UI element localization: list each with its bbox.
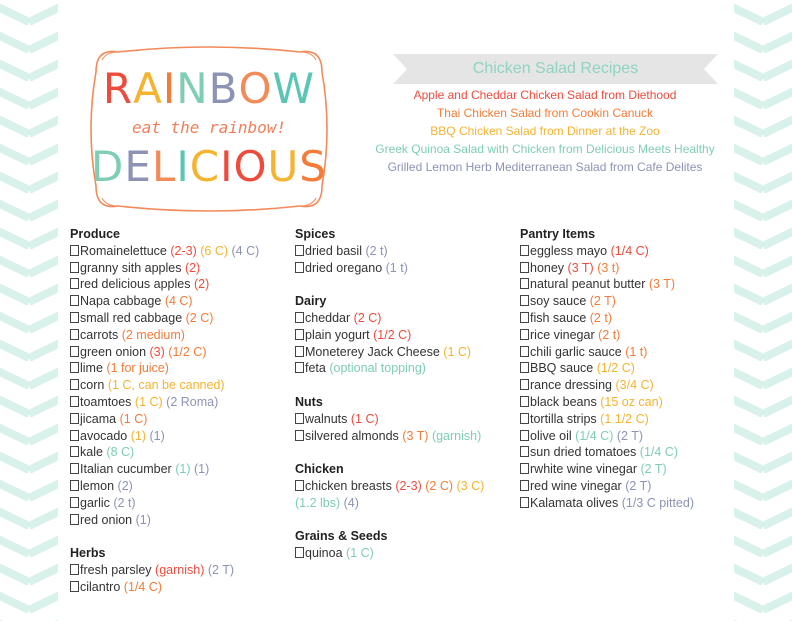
- item-name: cilantro: [80, 579, 121, 594]
- checkbox[interactable]: [295, 362, 304, 373]
- banner-title: Chicken Salad Recipes: [472, 60, 639, 77]
- item-name: green onion: [80, 344, 147, 359]
- item-quantity: (2-3): [395, 478, 422, 493]
- item-quantity: (2): [184, 260, 201, 275]
- item-name: red onion: [80, 512, 133, 527]
- item-quantity: (1/4 C): [610, 243, 649, 258]
- list-item: [70, 495, 259, 512]
- item-name: jicama: [80, 411, 117, 426]
- item-quantity: (3 C): [456, 478, 485, 493]
- section-heading: Dairy: [295, 294, 327, 309]
- item-name: plain yogurt: [305, 327, 370, 342]
- checkbox[interactable]: [295, 547, 304, 558]
- list-item: [295, 360, 484, 377]
- recipe-link[interactable]: Thai Chicken Salad from Cookin Canuck: [436, 106, 654, 120]
- item-name: silvered almonds: [305, 428, 399, 443]
- chevron-pattern-icon: [734, 0, 792, 621]
- recipes-banner: [393, 54, 718, 84]
- checkbox[interactable]: [70, 329, 79, 340]
- item-name: feta: [305, 361, 326, 376]
- item-quantity: (1/2 C): [373, 327, 412, 342]
- list-item: [520, 327, 694, 344]
- item-quantity: (1 C, can be canned): [107, 378, 225, 393]
- item-quantity: (2 C): [425, 478, 454, 493]
- item-name: sun dried tomatoes: [530, 445, 637, 460]
- checkbox[interactable]: [295, 346, 304, 357]
- recipe-link[interactable]: Greek Quinoa Salad with Chicken from Delicious Meets Healthy: [375, 142, 715, 156]
- item-name: black beans: [530, 394, 597, 409]
- list-item: [520, 260, 694, 277]
- checkbox[interactable]: [520, 295, 529, 306]
- list-item: [295, 545, 484, 562]
- item-quantity: (3 T): [648, 277, 676, 292]
- item-name: Italian cucumber: [80, 462, 172, 477]
- section-heading: Produce: [70, 227, 121, 241]
- item-quantity: (2 C): [353, 310, 382, 325]
- item-quantity: (8 C): [106, 445, 135, 460]
- list-item: [295, 495, 484, 512]
- section-heading: Herbs: [70, 546, 106, 561]
- checkbox[interactable]: [520, 312, 529, 323]
- item-name: red delicious apples: [80, 277, 191, 292]
- item-quantity: (1 C): [350, 411, 379, 426]
- checkbox[interactable]: [520, 413, 529, 424]
- checkbox[interactable]: [520, 362, 529, 373]
- list-item: [70, 478, 259, 495]
- section-grains-seeds: [295, 528, 484, 562]
- item-quantity: (1/4 C): [639, 445, 678, 460]
- item-quantity: (3): [149, 344, 165, 359]
- item-name: granny sith apples: [80, 260, 182, 275]
- item-quantity: (1/2 C): [168, 344, 207, 359]
- checkbox[interactable]: [295, 329, 304, 340]
- item-quantity: (2 t): [113, 495, 136, 510]
- list-item: [295, 411, 484, 428]
- checkbox[interactable]: [70, 379, 79, 390]
- list-item: [70, 243, 259, 260]
- chevron-border-right: [734, 0, 792, 621]
- section-heading: Spices: [295, 227, 336, 241]
- item-quantity: (1/4 C): [575, 428, 614, 443]
- checkbox[interactable]: [520, 463, 529, 474]
- item-quantity: (2): [193, 277, 210, 292]
- section-pantry-items: [520, 226, 694, 512]
- item-quantity: (1 C): [346, 546, 374, 561]
- item-quantity: (2 T): [640, 462, 667, 477]
- item-quantity: (4): [343, 495, 359, 510]
- checkbox[interactable]: [520, 278, 529, 289]
- section-heading: Chicken: [295, 462, 344, 477]
- item-name: toamtoes: [80, 394, 132, 409]
- rainbow-delicious-logo: [88, 44, 330, 214]
- item-quantity: (15 oz can): [600, 394, 663, 409]
- item-quantity: (1): [130, 428, 147, 443]
- section-dairy: [295, 293, 484, 377]
- list-item: [520, 428, 694, 445]
- item-name: dried basil: [305, 243, 362, 258]
- checkbox[interactable]: [520, 262, 529, 273]
- list-item: [520, 293, 694, 310]
- checkbox[interactable]: [70, 362, 79, 373]
- list-item: [520, 243, 694, 260]
- item-quantity: (1/3 C pitted): [621, 495, 694, 510]
- item-name: lemon: [80, 478, 115, 493]
- section-nuts: [295, 394, 484, 444]
- item-quantity: (2 T): [589, 294, 616, 309]
- item-quantity: (2): [117, 478, 133, 493]
- logo-word-delicious: DELICIOUS: [91, 142, 327, 191]
- item-name: rwhite wine vinegar: [530, 462, 637, 477]
- list-item: [520, 394, 694, 411]
- item-quantity: (1 C): [443, 344, 472, 359]
- checkbox[interactable]: [70, 497, 79, 508]
- list-item: [70, 579, 259, 596]
- item-name: Kalamata olives: [530, 495, 619, 510]
- item-quantity: (2 t): [598, 327, 621, 342]
- checkbox[interactable]: [295, 262, 304, 273]
- checkbox[interactable]: [70, 396, 79, 407]
- list-item: [70, 344, 259, 361]
- checkbox[interactable]: [70, 262, 79, 273]
- item-name: dried oregano: [305, 260, 383, 275]
- item-quantity: (garnish): [155, 562, 205, 577]
- item-name: olive oil: [530, 428, 572, 443]
- checkbox[interactable]: [70, 278, 79, 289]
- item-name: chili garlic sauce: [530, 344, 622, 359]
- logo-word-rainbow: RAINBOW: [102, 64, 316, 113]
- checkbox[interactable]: [520, 329, 529, 340]
- item-name: lime: [80, 361, 103, 376]
- checkbox[interactable]: [70, 463, 79, 474]
- list-item: [295, 243, 484, 260]
- list-item: [70, 360, 259, 377]
- item-name: Napa cabbage: [80, 294, 162, 309]
- item-name: Romainelettuce: [80, 243, 167, 258]
- section-heading: Grains & Seeds: [295, 529, 388, 544]
- item-quantity: (1 t): [385, 260, 408, 275]
- checkbox[interactable]: [70, 430, 79, 441]
- list-item: [70, 310, 259, 327]
- list-item: [70, 411, 259, 428]
- checkbox[interactable]: [70, 480, 79, 491]
- list-item: [70, 461, 259, 478]
- checkbox[interactable]: [520, 446, 529, 457]
- item-quantity: (1 C): [119, 411, 148, 426]
- item-quantity: (3 T): [402, 428, 429, 443]
- item-quantity: (6 C): [200, 243, 229, 258]
- checkbox[interactable]: [520, 430, 529, 441]
- list-item: [70, 293, 259, 310]
- list-item: [70, 512, 259, 529]
- item-name: kale: [80, 445, 103, 460]
- item-name: Moneterey Jack Cheese: [305, 344, 440, 359]
- checkbox[interactable]: [70, 413, 79, 424]
- recipe-list: [355, 86, 735, 176]
- list-item: [520, 461, 694, 478]
- recipe-link[interactable]: BBQ Chicken Salad from Dinner at the Zoo: [430, 124, 660, 138]
- item-quantity: (1/2 C): [596, 361, 635, 376]
- item-name: rance dressing: [530, 378, 612, 393]
- item-name: BBQ sauce: [530, 361, 594, 376]
- item-name: avocado: [80, 428, 128, 443]
- list-item: [520, 276, 694, 293]
- list-item: [295, 310, 484, 327]
- item-name: fresh parsley: [80, 562, 152, 577]
- list-item: [520, 444, 694, 461]
- checkbox[interactable]: [295, 480, 304, 491]
- list-item: [520, 360, 694, 377]
- checkbox[interactable]: [70, 514, 79, 525]
- item-quantity: (1): [149, 428, 165, 443]
- section-herbs: [70, 545, 259, 595]
- item-quantity: (1 for juice): [106, 361, 169, 376]
- item-quantity: (2 t): [365, 243, 388, 258]
- list-item: [520, 495, 694, 512]
- list-item: [295, 428, 484, 445]
- list-item: [520, 377, 694, 394]
- checkbox[interactable]: [70, 312, 79, 323]
- item-quantity: (4 C): [231, 243, 260, 258]
- checkbox[interactable]: [295, 430, 304, 441]
- checkbox[interactable]: [520, 396, 529, 407]
- item-quantity: (3 t): [597, 260, 620, 275]
- chevron-border-left: [0, 0, 58, 621]
- item-quantity: (garnish): [431, 428, 482, 443]
- list-item: [520, 310, 694, 327]
- item-name: cheddar: [305, 310, 351, 325]
- item-quantity: (1): [193, 462, 210, 477]
- list-item: [520, 478, 694, 495]
- list-item: [70, 562, 259, 579]
- item-name: corn: [80, 378, 105, 393]
- logo-tagline: eat the rainbow!: [131, 118, 287, 137]
- item-name: walnuts: [305, 411, 348, 426]
- item-quantity: (2 t): [589, 310, 612, 325]
- list-item: [70, 394, 259, 411]
- item-quantity: (2 medium): [121, 327, 185, 342]
- item-quantity: (1): [175, 462, 191, 477]
- list-item: [70, 260, 259, 277]
- checkbox[interactable]: [70, 245, 79, 256]
- recipe-link[interactable]: Apple and Cheddar Chicken Salad from Diethood: [413, 88, 677, 102]
- list-item: [70, 377, 259, 394]
- checkbox[interactable]: [295, 245, 304, 256]
- list-item: [295, 478, 484, 495]
- checkbox[interactable]: [520, 480, 529, 491]
- item-quantity: (2 T): [625, 478, 652, 493]
- list-item: [295, 327, 484, 344]
- item-name: red wine vinegar: [530, 478, 622, 493]
- checkbox[interactable]: [70, 295, 79, 306]
- item-name: soy sauce: [530, 294, 587, 309]
- section-heading: Pantry Items: [520, 227, 596, 241]
- checkbox[interactable]: [520, 245, 529, 256]
- item-quantity: (2-3): [170, 243, 197, 258]
- item-name: rice vinegar: [530, 327, 595, 342]
- item-quantity: (2 T): [616, 428, 644, 443]
- list-item: [70, 276, 259, 293]
- checkbox[interactable]: [70, 446, 79, 457]
- checkbox[interactable]: [520, 497, 529, 508]
- section-produce: [70, 226, 259, 528]
- item-name: fish sauce: [530, 310, 587, 325]
- section-heading: Nuts: [295, 394, 323, 409]
- item-quantity: (optional topping): [329, 361, 426, 376]
- section-chicken: [295, 461, 484, 511]
- item-quantity: (4 C): [164, 294, 193, 309]
- item-name: carrots: [80, 327, 119, 342]
- item-quantity: (1 t): [625, 344, 648, 359]
- item-quantity: (1 1/2 C): [600, 411, 649, 426]
- list-item: [295, 344, 484, 361]
- checkbox[interactable]: [70, 581, 79, 592]
- item-quantity: (2 Roma): [166, 394, 219, 409]
- checkbox[interactable]: [520, 346, 529, 357]
- list-item: [520, 411, 694, 428]
- column-1: [70, 226, 259, 612]
- checkbox[interactable]: [295, 312, 304, 323]
- item-quantity: (2 T): [207, 562, 235, 577]
- item-name: small red cabbage: [80, 310, 183, 325]
- list-item: [295, 260, 484, 277]
- item-quantity: (2 C): [185, 310, 214, 325]
- list-item: [70, 444, 259, 461]
- recipe-link[interactable]: Grilled Lemon Herb Mediterranean Salad from Cafe Delites: [387, 160, 703, 174]
- item-quantity: (1): [135, 512, 151, 527]
- item-name: quinoa: [305, 546, 343, 561]
- list-item: [70, 428, 259, 445]
- checkbox[interactable]: [70, 346, 79, 357]
- item-name: honey: [530, 260, 565, 275]
- item-quantity: (3 T): [567, 260, 594, 275]
- column-3: [520, 226, 694, 528]
- item-name: tortilla strips: [530, 411, 597, 426]
- section-spices: [295, 226, 484, 276]
- item-quantity: (1 C): [134, 394, 163, 409]
- chevron-pattern-icon: [0, 0, 58, 621]
- item-name: chicken breasts: [305, 478, 392, 493]
- list-item: [520, 344, 694, 361]
- checkbox[interactable]: [70, 564, 79, 575]
- checkbox[interactable]: [295, 413, 304, 424]
- column-2: [295, 226, 484, 579]
- item-name: eggless mayo: [530, 243, 608, 258]
- item-name: garlic: [80, 495, 110, 510]
- item-quantity: (1/4 C): [123, 579, 162, 594]
- item-quantity: (1.2 lbs): [295, 495, 341, 510]
- item-quantity: (3/4 C): [615, 378, 654, 393]
- item-name: natural peanut butter: [530, 277, 646, 292]
- checkbox[interactable]: [520, 379, 529, 390]
- list-item: [70, 327, 259, 344]
